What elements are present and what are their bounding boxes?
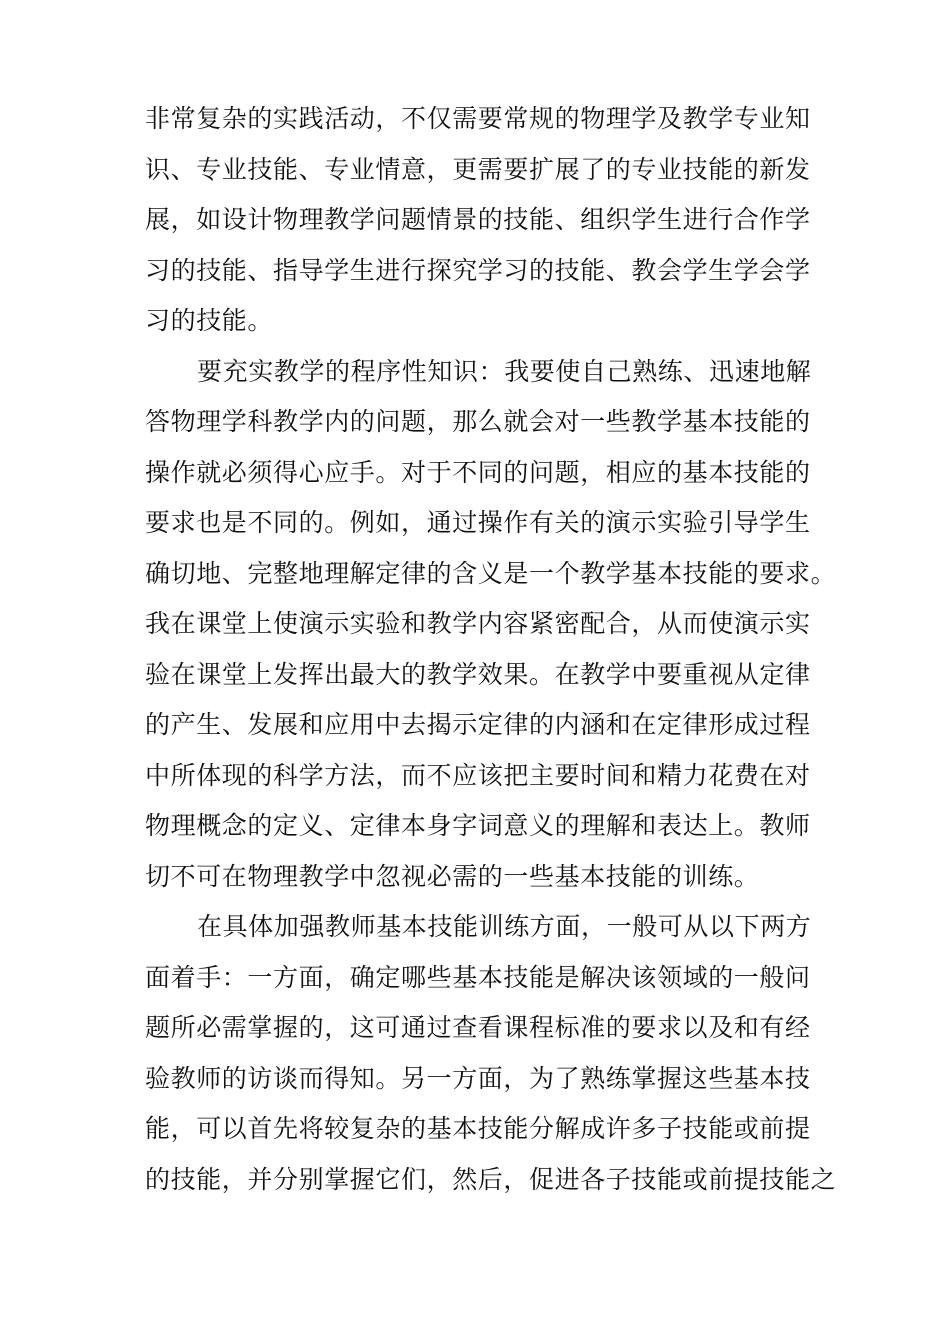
text-line: 物理概念的定义、定律本身字词意义的理解和表达上。教师 xyxy=(145,811,811,840)
text-line: 切不可在物理教学中忽视必需的一些基本技能的训练。 xyxy=(145,861,760,891)
paragraph-start-line: 在具体加强教师基本技能训练方面，一般可从以下两方 xyxy=(197,912,812,941)
paragraph-start-line: 要充实教学的程序性知识：我要使自己熟练、迅速地解 xyxy=(197,356,812,386)
text-line: 操作就必须得心应手。对于不同的问题，相应的基本技能的 xyxy=(145,457,811,487)
body-text xyxy=(145,94,837,1205)
text-line: 展，如设计物理教学问题情景的技能、组织学生进行合作学 xyxy=(145,205,811,234)
text-line: 验在课堂上发挥出最大的教学效果。在教学中要重视从定律 xyxy=(145,659,811,689)
text-line: 习的技能、指导学生进行探究学习的技能、教会学生学会学 xyxy=(145,255,811,285)
text-line: 要求也是不同的。例如，通过操作有关的演示实验引导学生 xyxy=(145,508,811,537)
text-line: 的产生、发展和应用中去揭示定律的内涵和在定律形成过程 xyxy=(145,710,811,739)
text-line: 我在课堂上使演示实验和教学内容紧密配合，从而使演示实 xyxy=(145,609,811,638)
text-line: 能，可以首先将较复杂的基本技能分解成许多子技能或前提 xyxy=(145,1114,811,1143)
text-line: 答物理学科教学内的问题，那么就会对一些教学基本技能的 xyxy=(145,407,811,436)
text-line: 验教师的访谈而得知。另一方面，为了熟练掌握这些基本技 xyxy=(145,1063,811,1093)
text-line: 的技能，并分别掌握它们，然后，促进各子技能或前提技能之 xyxy=(145,1164,837,1194)
text-line: 非常复杂的实践活动，不仅需要常规的物理学及教学专业知 xyxy=(145,104,811,133)
text-line: 题所必需掌握的，这可通过查看课程标准的要求以及和有经 xyxy=(145,1013,811,1042)
text-line: 面着手：一方面，确定哪些基本技能是解决该领域的一般问 xyxy=(145,962,811,992)
text-line: 中所体现的科学方法，而不应该把主要时间和精力花费在对 xyxy=(145,760,811,790)
text-line: 确切地、完整地理解定律的含义是一个教学基本技能的要求。 xyxy=(145,558,837,588)
text-line: 识、专业技能、专业情意，更需要扩展了的专业技能的新发 xyxy=(145,154,811,184)
text-line: 习的技能。 xyxy=(145,306,274,335)
